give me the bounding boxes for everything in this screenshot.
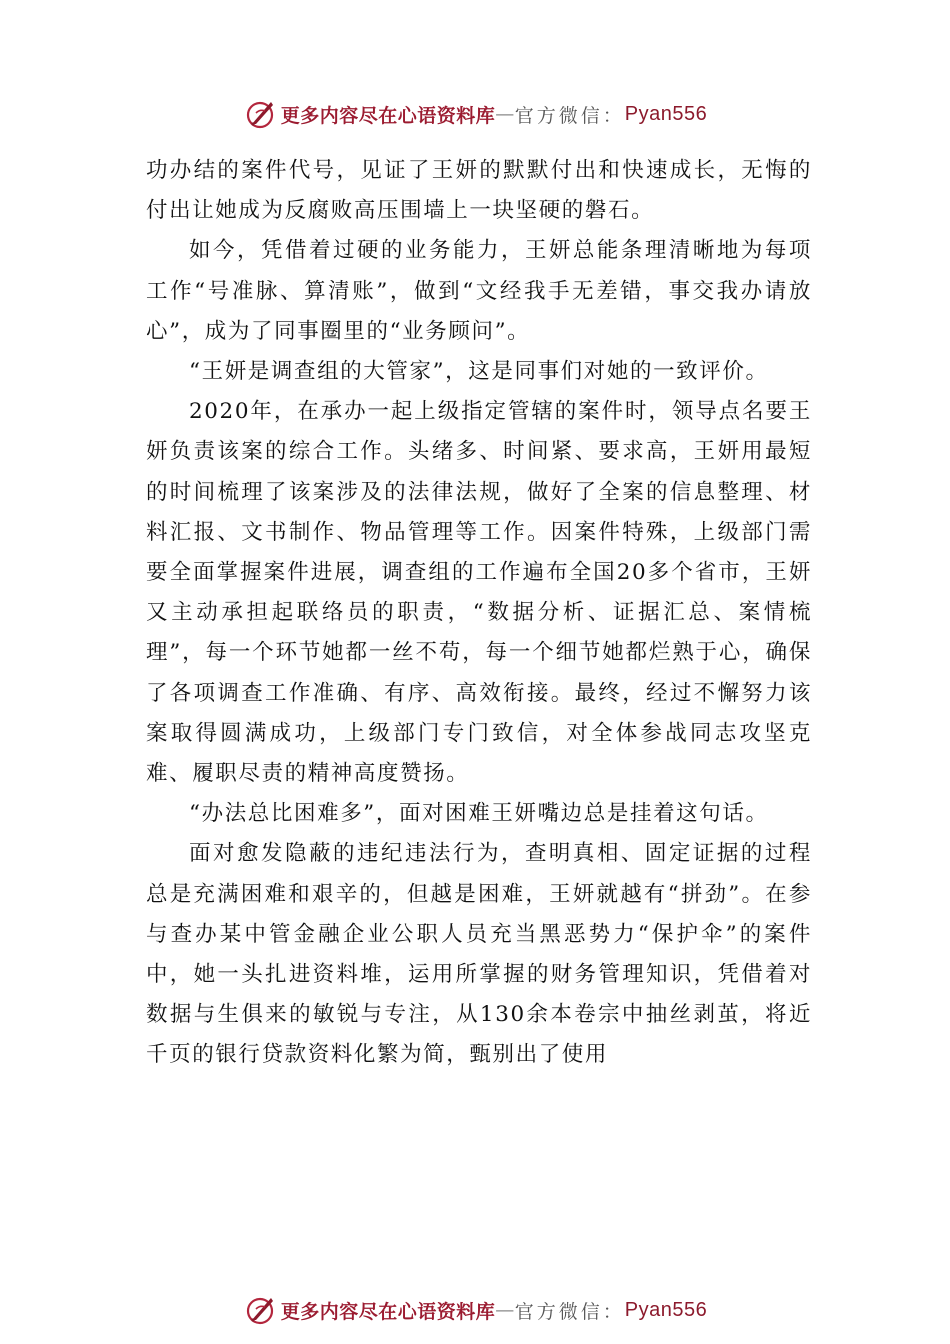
article-body [146,151,812,1076]
header-banner [0,94,950,134]
header-banner-wechat-id: Pyan556 [624,102,708,125]
footer-banner-title: 更多内容尽在心语资料库 [280,1300,496,1323]
paragraph: 2020年，在承办一起上级指定管辖的案件时，领导点名要王妍负责该案的综合工作。头绪多、时间紧、要求高，王妍用最短的时间梳理了该案涉及的法律法规，做好了全案的信息整理、材料汇报、文书制作、物品管理等工作。因案件特殊，上级部门需要全面掌握案件进展，调查组的工作遍布全国20多个省市，王妍又主动承担起联络员的职责，“数据分析、证据汇总、案情梳理”，每一个环节她都一丝不苟，每一个细节她都烂熟于心，确保了各项调查工作准确、有序、高效衔接。最终，经过不懈努力该案取得圆满成功，上级部门专门致信，对全体参战同志攻坚克难、履职尽责的精神高度赞扬。 [146,399,812,787]
header-banner-wechat-label: 官方微信： [514,104,625,127]
paragraph: “办法总比困难多”，面对困难王妍嘴边总是挂着这句话。 [189,801,769,827]
quill-pen-logo-icon [243,1293,277,1327]
header-banner-separator: — [495,103,515,125]
footer-banner [0,1290,950,1330]
footer-banner-wechat-label: 官方微信： [514,1300,625,1323]
footer-banner-wechat-id: Pyan556 [624,1298,708,1321]
footer-banner-separator: — [495,1299,515,1321]
header-banner-title: 更多内容尽在心语资料库 [280,104,496,127]
paragraph: 面对愈发隐蔽的违纪违法行为，查明真相、固定证据的过程总是充满困难和艰辛的，但越是困难，王妍就越有“拼劲”。在参与查办某中管金融企业公职人员充当黑恶势力“保护伞”的案件中，她一头扎进资料堆，运用所掌握的财务管理知识，凭借着对数据与生俱来的敏锐与专注，从130余本卷宗中抽丝剥茧，将近千页的银行贷款资料化繁为简，甄别出了使用 [146,841,812,1068]
paragraph: “王妍是调查组的大管家”，这是同事们对她的一致评价。 [189,359,769,385]
paragraph-continuation: 功办结的案件代号，见证了王妍的默默付出和快速成长，无悔的付出让她成为反腐败高压围墙上一块坚硬的磐石。 [146,158,812,224]
quill-pen-logo-icon [243,97,277,131]
paragraph: 如今，凭借着过硬的业务能力，王妍总能条理清晰地为每项工作“号准脉、算清账”，做到“文经我手无差错，事交我办请放心”，成为了同事圈里的“业务顾问”。 [146,238,812,344]
